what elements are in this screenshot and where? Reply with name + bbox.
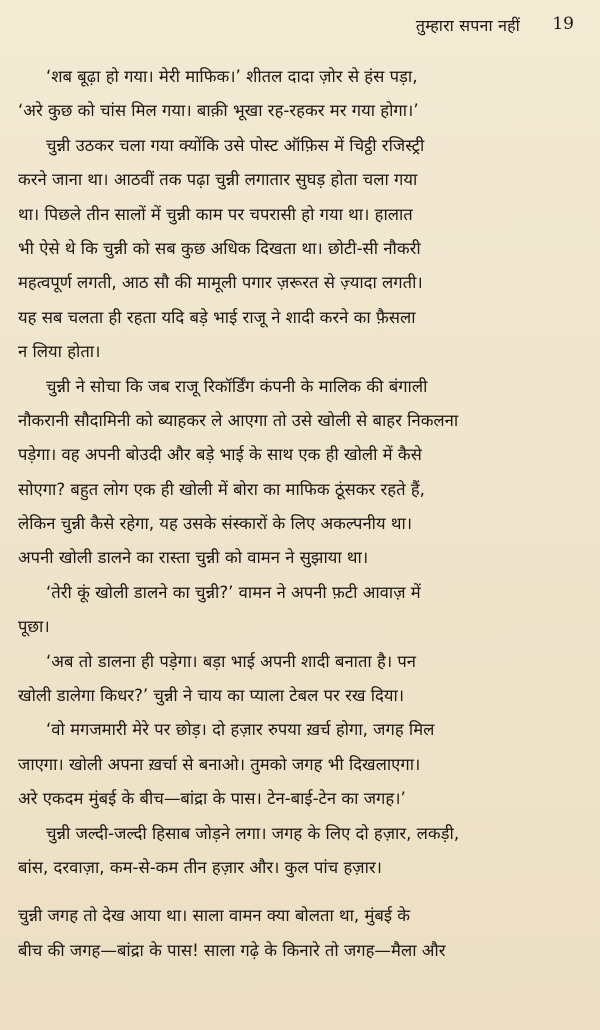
text-line: ‘अब तो डालना ही पड़ेगा। बड़ा भाई अपनी शादी बनाता है। पन: [46, 651, 417, 671]
running-title: तुम्हारा सपना नहीं: [415, 16, 520, 35]
text-line: महत्वपूर्ण लगती, आठ सौ की मामूली पगार ज़रूरत से ज़्यादा लगती।: [18, 273, 423, 293]
text-line: चुन्नी ने सोचा कि जब राजू रिकॉर्डिंग कंपनी के मालिक की बंगाली: [46, 376, 428, 396]
text-line: चुन्नी जगह तो देख आया था। साला वामन क्या बोलता था, मुंबई के: [18, 906, 411, 926]
text-line: ‘तेरी कूं खोली डालने का चुन्नी?’ वामन ने अपनी फ़टी आवाज़ में: [46, 582, 421, 602]
text-line: ‘वो मगजमारी मेरे पर छोड़। दो हज़ार रुपया ख़र्च होगा, जगह मिल: [46, 720, 435, 740]
text-line: चुन्नी उठकर चला गया क्योंकि उसे पोस्ट ऑफ़िस में चिट्ठी रजिस्ट्री: [46, 135, 425, 155]
page-header: [0, 10, 600, 36]
text-line: अरे एकदम मुंबई के बीच—बांद्रा के पास। टेन-बाई-टेन का जगह।’: [18, 789, 406, 809]
text-line: यह सब चलता ही रहता यदि बड़े भाई राजू ने शादी करने का फ़ैसला: [18, 307, 416, 327]
text-line: ‘शब बूढ़ा हो गया। मेरी माफिक।’ शीतल दादा ज़ोर से हंस पड़ा,: [46, 67, 418, 86]
text-line: ‘अरे कुछ को चांस मिल गया। बाक़ी भूखा रह-रहकर मर गया होगा।’: [18, 101, 419, 121]
text-line: बांस, दरवाज़ा, कम-से-कम तीन हज़ार और। कुल पांच हज़ार।: [18, 857, 382, 877]
text-line: पड़ेगा। वह अपनी बोउदी और बड़े भाई के साथ एक ही खोली में कैसे: [18, 445, 422, 465]
page-number: 19: [552, 14, 574, 34]
text-line: करने जाना था। आठवीं तक पढ़ा चुन्नी लगातार सुघड़ होता चला गया: [18, 170, 418, 190]
text-line: खोली डालेगा किधर?’ चुन्नी ने चाय का प्याला टेबल पर रख दिया।: [18, 686, 405, 706]
text-line: जाएगा। खोली अपना ख़र्चा से बनाओ। तुमको जगह भी दिखलाएगा।: [18, 754, 421, 774]
text-line: बीच की जगह—बांद्रा के पास! साला गढ़े के किनारे तो जगह—मैला और: [18, 940, 446, 960]
text-line: अपनी खोली डालने का रास्ता चुन्नी को वामन ने सुझाया था।: [18, 548, 369, 568]
text-line: था। पिछले तीन सालों में चुन्नी काम पर चपरासी हो गया था। हालात: [18, 204, 413, 224]
page-body: [18, 60, 584, 968]
text-line: पूछा।: [18, 617, 50, 637]
text-line: चुन्नी जल्दी-जल्दी हिसाब जोड़ने लगा। जगह के लिए दो हज़ार, लकड़ी,: [46, 823, 460, 843]
text-line: नौकरानी सौदामिनी को ब्याहकर ले आएगा तो उसे खोली से बाहर निकलना: [18, 410, 459, 430]
text-line: भी ऐसे थे कि चुन्नी को सब कुछ अधिक दिखता था। छोटी-सी नौकरी: [18, 238, 421, 258]
text-line: लेकिन चुन्नी कैसे रहेगा, यह उसके संस्कारों के लिए अकल्पनीय था।: [18, 514, 413, 534]
text-line: सोएगा? बहुत लोग एक ही खोली में बोरा का माफिक ठूंसकर रहते हैं,: [18, 479, 425, 499]
text-line: न लिया होता।: [18, 342, 101, 362]
